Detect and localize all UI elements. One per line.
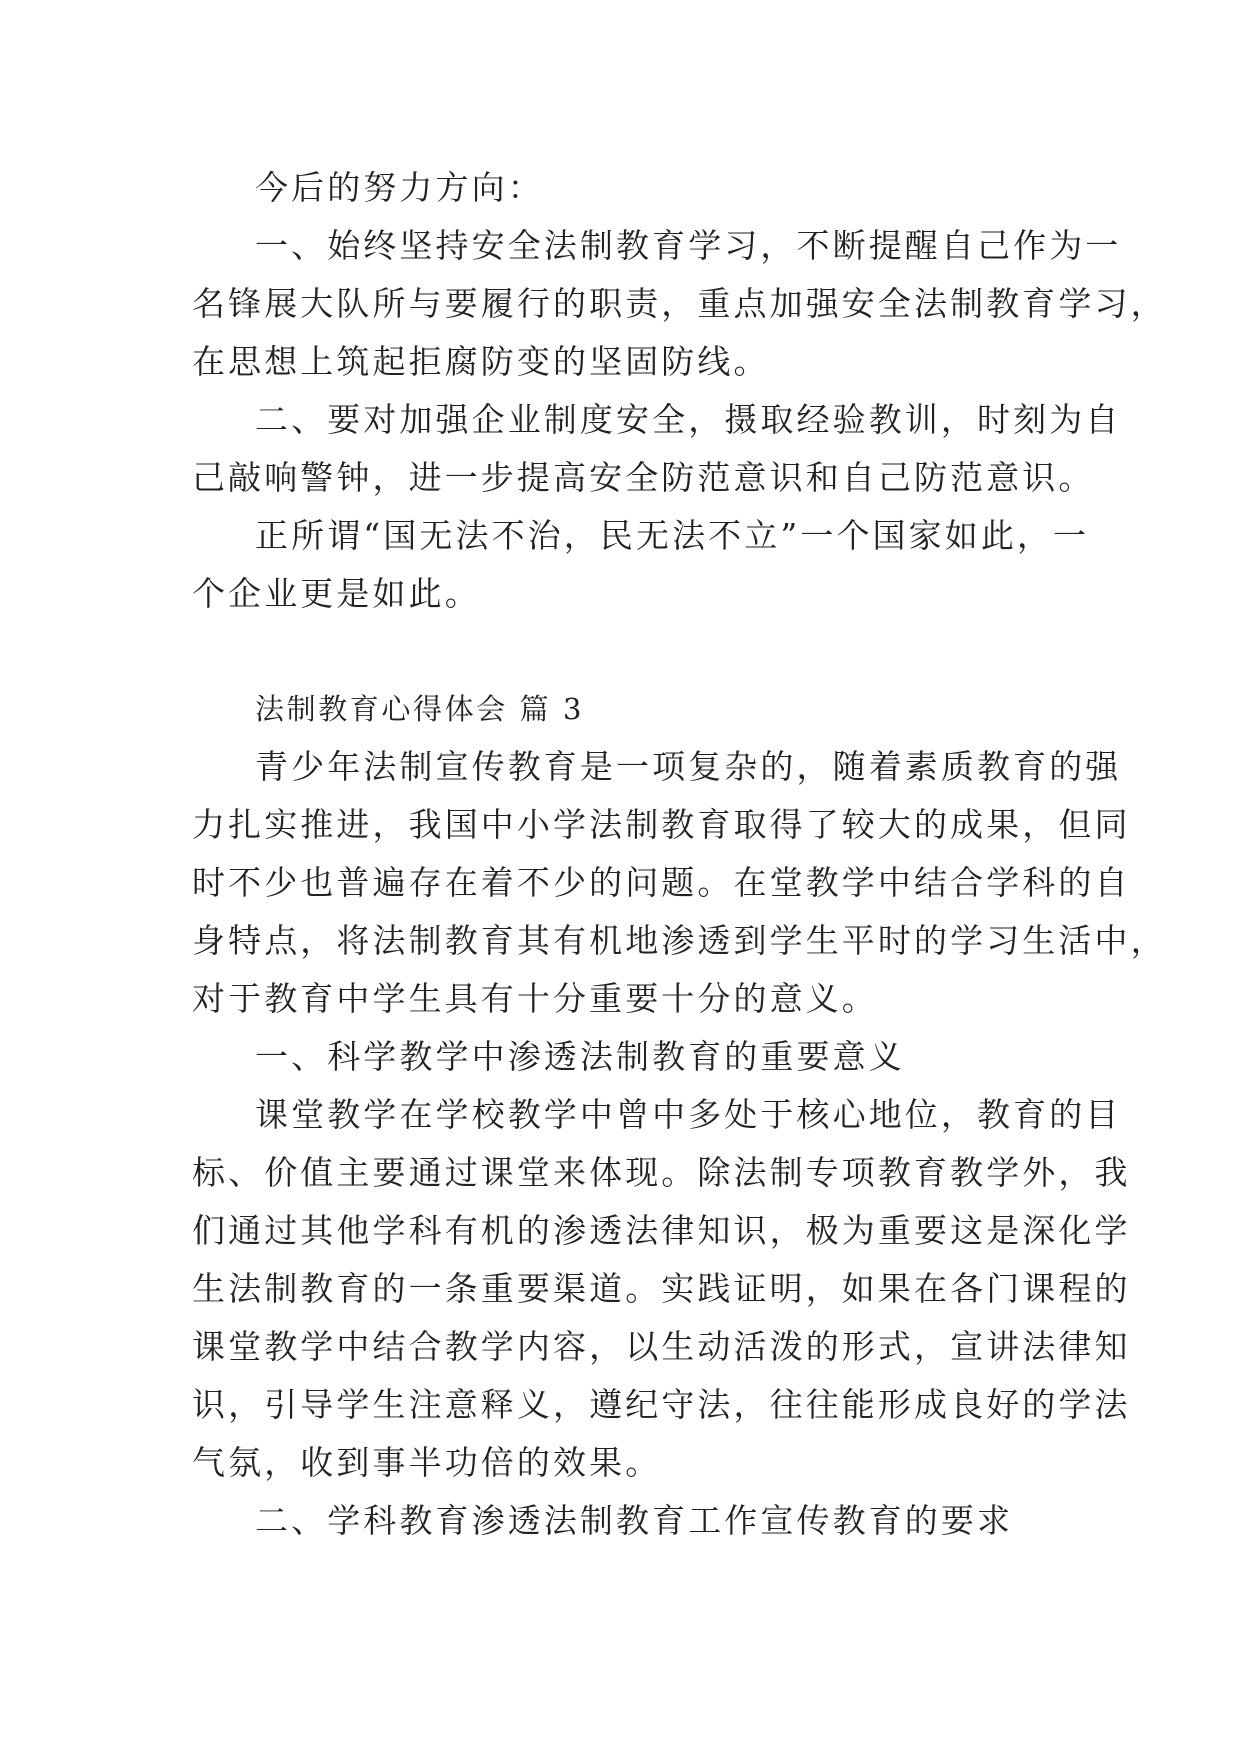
text-line: 生法制教育的一条重要渠道。实践证明，如果在各门课程的	[192, 1269, 1131, 1308]
text-line: 青少年法制宣传教育是一项复杂的，随着素质教育的强	[255, 747, 1122, 786]
text-line: 一、始终坚持安全法制教育学习，不断提醒自己作为一	[255, 226, 1122, 265]
text-line: 课堂教学在学校教学中曾中多处于核心地位，教育的目	[255, 1095, 1122, 1134]
text-line: 一、科学教学中渗透法制教育的重要意义	[255, 1037, 905, 1076]
text-line: 识，引导学生注意释义，遵纪守法，往往能形成良好的学法	[192, 1385, 1131, 1424]
text-line: 力扎实推进，我国中小学法制教育取得了较大的成果，但同	[192, 805, 1131, 844]
text-line: 身特点，将法制教育其有机地渗透到学生平时的学习生活中，	[192, 921, 1167, 960]
text-line: 正所谓“国无法不治，民无法不立”一个国家如此，一	[255, 516, 1090, 555]
text-line: 们通过其他学科有机的渗透法律知识，极为重要这是深化学	[192, 1211, 1131, 1250]
text-line: 名锋展大队所与要履行的职责，重点加强安全法制教育学习，	[192, 284, 1167, 323]
text-line: 气氛，收到事半功倍的效果。	[192, 1443, 662, 1482]
text-line: 在思想上筑起拒腐防变的坚固防线。	[192, 342, 770, 381]
text-line: 对于教育中学生具有十分重要十分的意义。	[192, 979, 878, 1018]
text-line: 标、价值主要通过课堂来体现。除法制专项教育教学外，我	[192, 1153, 1131, 1192]
text-line: 今后的努力方向：	[255, 168, 544, 207]
text-line: 二、要对加强企业制度安全，摄取经验教训，时刻为自	[255, 400, 1122, 439]
text-line: 课堂教学中结合教学内容，以生动活泼的形式，宣讲法律知	[192, 1327, 1131, 1366]
text-line: 二、学科教育渗透法制教育工作宣传教育的要求	[255, 1501, 1014, 1540]
text-line: 时不少也普遍存在着不少的问题。在堂教学中结合学科的自	[192, 863, 1131, 902]
section-heading: 法制教育心得体会 篇 3	[255, 692, 585, 726]
text-line: 己敲响警钟，进一步提高安全防范意识和自己防范意识。	[192, 458, 1095, 497]
text-line: 个企业更是如此。	[192, 574, 481, 613]
